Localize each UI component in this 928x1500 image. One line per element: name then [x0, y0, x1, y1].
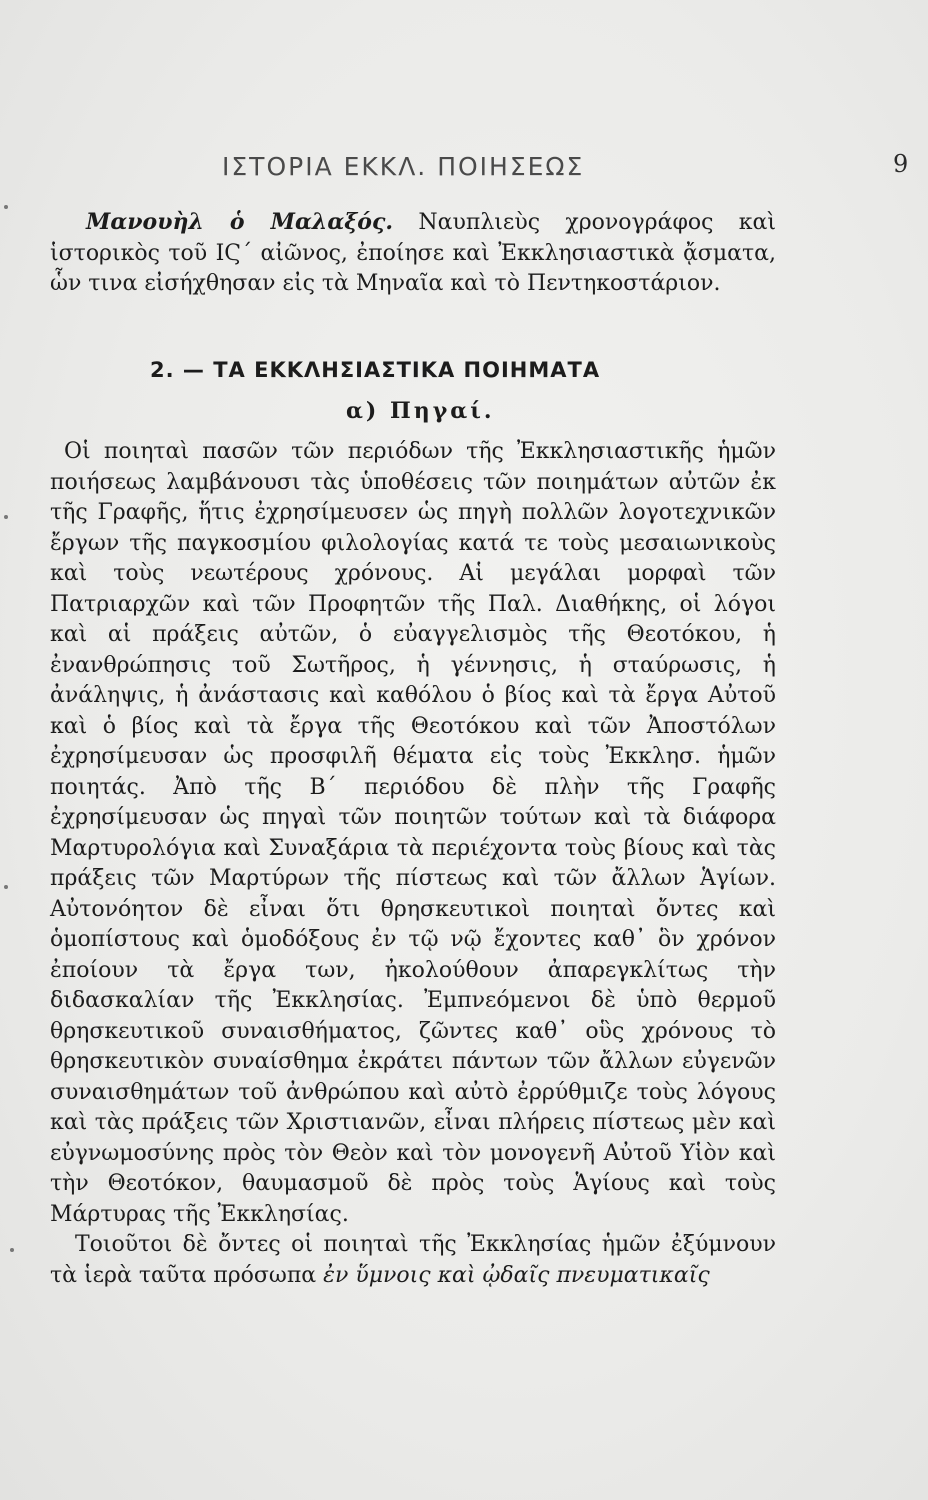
page-number: 9: [893, 150, 909, 178]
paragraph: Οἱ ποιηταὶ πασῶν τῶν περιόδων τῆς Ἐκκλησιαστικῆς ἡμῶν ποιήσεως λαμβάνουσι τὰς ὑποθέσεις τῶν ποιημάτων αὐτῶν ἐκ τῆς Γραφῆς, ἥτις ἐχρησίμευσεν ὡς πηγὴ πολλῶν λογοτεχνικῶν ἔργων τῆς παγκοσμίου φιλολογίας κατά τε τοὺς μεσαιωνικοὺς καὶ τοὺς νεωτέρους χρόνους. Αἱ μεγάλαι μορφαὶ τῶν Πατριαρχῶν καὶ τῶν Προφητῶν τῆς Παλ. Διαθήκης, οἱ λόγοι καὶ αἱ πράξεις αὐτῶν, ὁ εὐαγγελισμὸς τῆς Θεοτόκου, ἡ ἐνανθρώπησις τοῦ Σωτῆρος, ἡ γέννησις, ἡ σταύρωσις, ἡ ἀνάληψις, ἡ ἀνάστασις καὶ καθόλου ὁ βίος καὶ τὰ ἔργα Αὐτοῦ καὶ ὁ βίος καὶ τὰ ἔργα τῆς Θεοτόκου καὶ τῶν Ἀποστόλων ἐχρησίμευσαν ὡς προσφιλῆ θέματα εἰς τοὺς Ἐκκλησ. ἡμῶν ποιητάς. Ἀπὸ τῆς Β´ περιόδου δὲ πλὴν τῆς Γραφῆς ἐχρησίμευσαν ὡς πηγαὶ τῶν ποιητῶν τούτων καὶ τὰ διάφορα Μαρτυρολόγια καὶ Συναξάρια τὰ περιέχοντα τοὺς βίους καὶ τὰς πράξεις τῶν Μαρτύρων τῆς πίστεως καὶ τῶν ἄλλων Ἁγίων. Αὐτονόητον δὲ εἶναι ὅτι θρησκευτικοὶ ποιηταὶ ὄντες καὶ ὁμοπίστους καὶ ὁμοδόξους ἐν τῷ νῷ ἔχοντες καθ᾽ ὃν χρόνον ἐποίουν τὰ ἔργα των, ἠκολούθουν ἀπαρεγκλίτως τὴν διδασκαλίαν τῆς Ἐκκλησίας. Ἐμπνεόμενοι δὲ ὑπὸ θερμοῦ θρησκευτικοῦ συναισθήματος, ζῶντες καθ᾽ οὓς χρόνους τὸ θρησκευτικὸν συναίσθημα ἐκράτει πάντων τῶν ἄλλων εὐγενῶν συναισθημάτων τοῦ ἀνθρώπου καὶ αὐτὸ ἐρρύθμιζε τοὺς λόγους καὶ τὰς πράξεις τῶν Χριστιανῶν, εἶναι πλήρεις πίστεως μὲν καὶ εὐγνωμοσύνης πρὸς τὸν Θεὸν καὶ τὸν μονογενῆ Αὐτοῦ Υἱὸν καὶ τὴν Θεοτόκον, θαυμασμοῦ δὲ πρὸς τοὺς Ἁγίους καὶ τοὺς Μάρτυρας τῆς Ἐκκλησίας.: [50, 439, 776, 1227]
intro-lead: Μανουὴλ ὁ Μαλαξός.: [86, 209, 394, 235]
scan-speck: [4, 885, 8, 889]
scan-speck: [4, 205, 8, 209]
paragraph-last: [50, 1230, 776, 1291]
body-text: [50, 437, 776, 1291]
section-heading: 2. — ΤΑ ΕΚΚΛΗΣΙΑΣΤΙΚΑ ΠΟΙΗΜΑΤΑ: [150, 358, 601, 382]
scan-speck: [4, 515, 8, 519]
page-header: [0, 148, 928, 188]
paragraph-last-start: Τοιοῦτοι δὲ ὄντες οἱ ποιηταὶ τῆς Ἐκκλησίας ἡμῶν ἐξύμνουν τὰ ἱερὰ ταῦτα πρόσωπα: [50, 1232, 776, 1288]
intro-text: Ναυπλιεὺς χρονογράφος καὶ ἱστορικὸς τοῦ ΙϚ´ αἰῶνος, ἐποίησε καὶ Ἐκκλησιαστικὰ ᾄσματα, ὧν τινα εἰσήχθησαν εἰς τὰ Μηναῖα καὶ τὸ Πεντηκοστάριον.: [50, 210, 777, 296]
running-title: ΙΣΤΟΡΙΑ ΕΚΚΛ. ΠΟΙΗΣΕΩΣ: [222, 152, 585, 181]
section-subheading: α) Πηγαί.: [346, 398, 495, 424]
intro-paragraph: [50, 207, 776, 300]
paragraph-last-italic: ἐν ὕμνοις καὶ ᾠδαῖς πνευματικαῖς: [323, 1262, 710, 1288]
scan-speck: [10, 1248, 14, 1252]
